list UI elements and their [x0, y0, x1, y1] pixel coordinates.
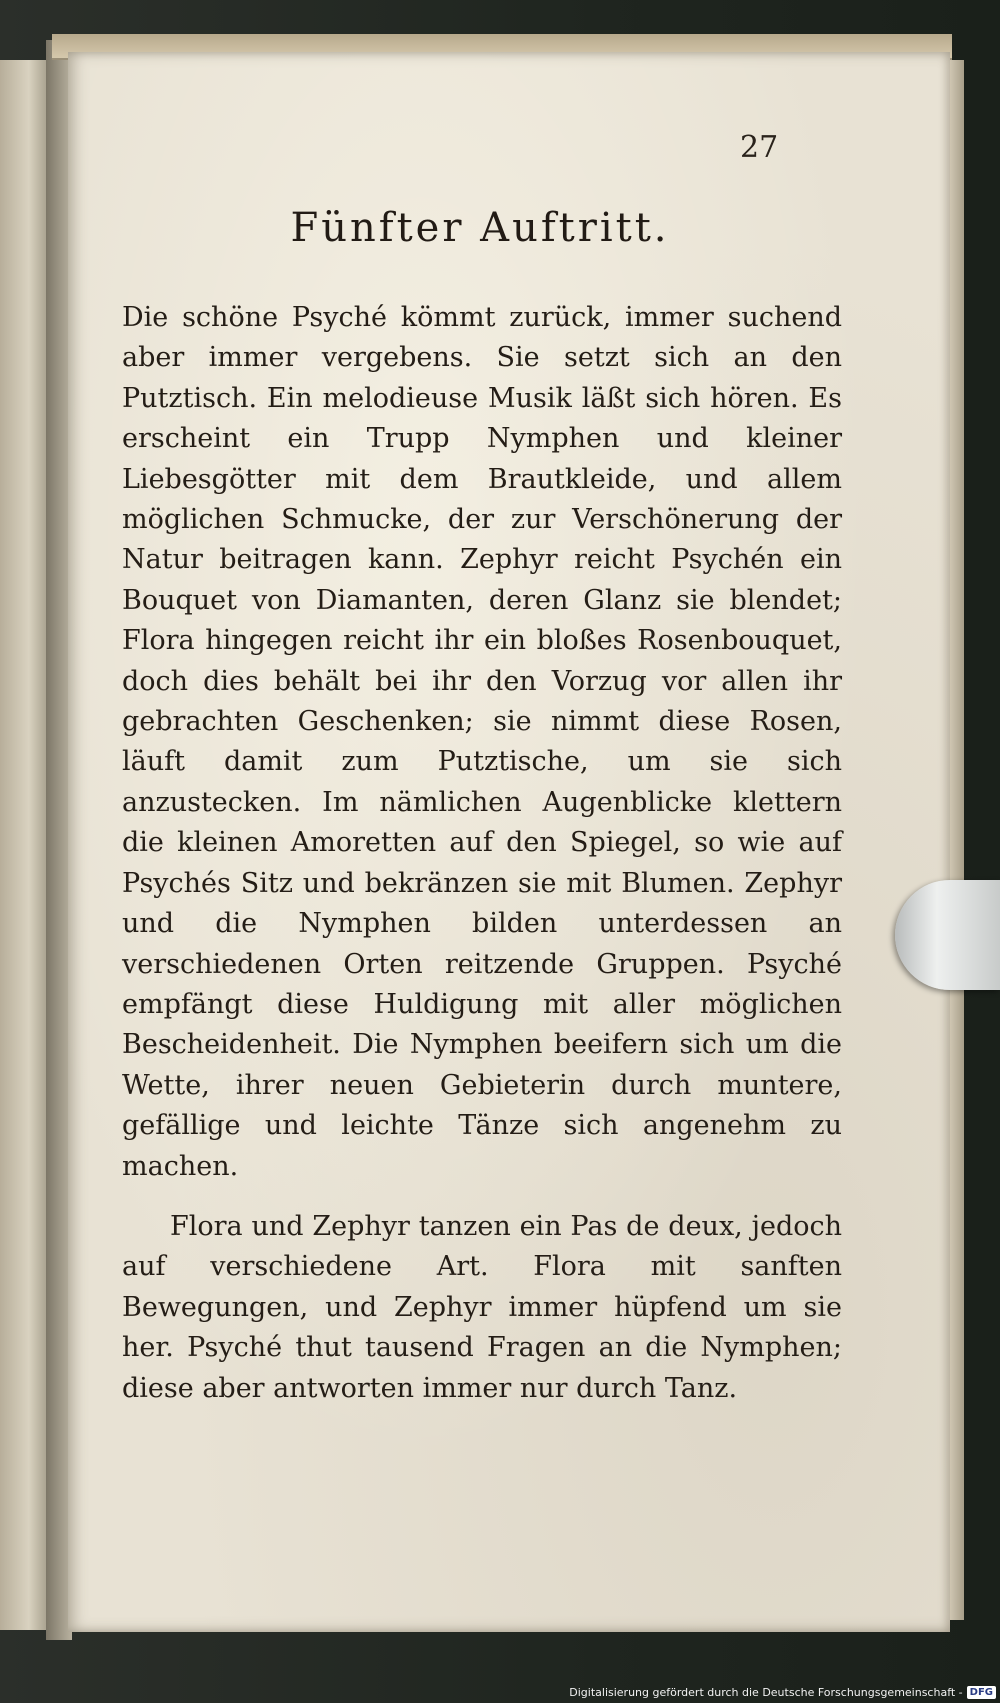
body-text — [122, 298, 842, 1409]
page-number: 27 — [740, 130, 779, 165]
credit-text: Digitalisierung gefördert durch die Deutsche Forschungsgemeinschaft - — [569, 1686, 963, 1699]
paragraph-1: Die schöne Psyché kömmt zurück, immer suchend aber immer vergebens. Sie setzt sich an den Putztisch. Ein melodieuse Musik läßt sich hören. Es erscheint ein Trupp Nymphen und kleiner Liebesgötter mit dem Brautkleide, und allem möglichen Schmucke, der zur Verschönerung der Natur beitragen kann. Zephyr reicht Psychén ein Bouquet von Diamanten, deren Glanz sie blendet; Flora hingegen reicht ihr ein bloßes Rosenbouquet, doch dies behält bei ihr den Vorzug vor allen ihr gebrachten Geschenken; sie nimmt diese Rosen, läuft damit zum Putztische, um sie sich anzustecken. Im nämlichen Augenblicke klettern die kleinen Amoretten auf den Spiegel, so wie auf Psychés Sitz und bekränzen sie mit Blumen. Zephyr und die Nymphen bilden unterdessen an verschiedenen Orten reitzende Gruppen. Psyché empfängt diese Huldigung mit aller möglichen Bescheidenheit. Die Nymphen beeifern sich um die Wette, ihrer neuen Gebieterin durch muntere, gefällige und leichte Tänze sich angenehm zu machen. — [122, 302, 842, 1182]
facing-page-edge — [0, 60, 50, 1630]
paragraph-2: Flora und Zephyr tanzen ein Pas de deux, jedoch auf verschiedene Art. Flora mit sanften Bewegungen, und Zephyr immer hüpfend um sie her. Psyché thut tausend Fragen an die Nymphen; diese aber antworten immer nur durch Tanz. — [122, 1210, 842, 1404]
digitization-credit — [569, 1686, 996, 1699]
dfg-logo: DFG — [967, 1686, 996, 1699]
scene-heading: Fünfter Auftritt. — [290, 205, 670, 251]
page-edge — [950, 60, 964, 1620]
page-clip — [895, 880, 1000, 990]
